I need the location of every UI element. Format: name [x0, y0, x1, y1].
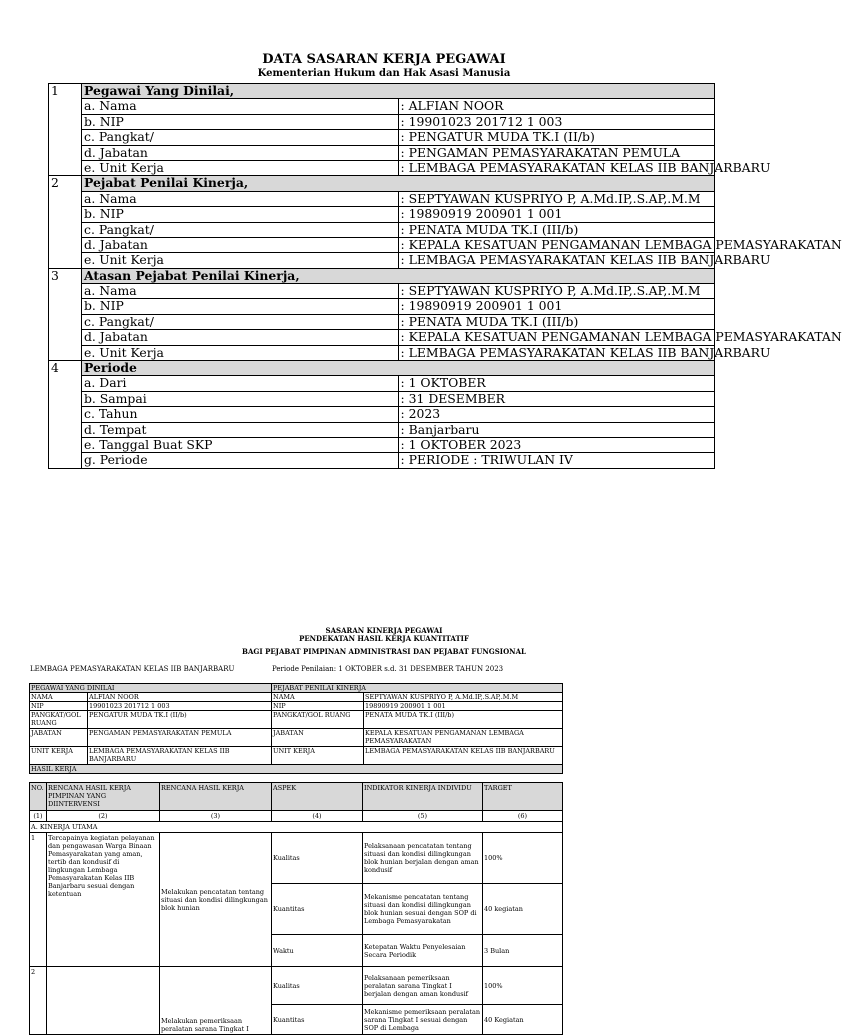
- section-number-spacer: [49, 422, 82, 437]
- field-row: [49, 160, 715, 175]
- item-indikator: Pelaksanaan pemeriksaan peralatan sarana Tingkat I berjalan dengan aman kondusif: [363, 967, 483, 1005]
- field-row: [49, 376, 715, 391]
- field-label: e. Unit Kerja: [82, 160, 399, 175]
- skp-subheader: PENDEKATAN HASIL KERJA KUANTITATIF: [299, 634, 469, 643]
- info-l-value: ALFIAN NOOR: [88, 693, 272, 702]
- section-number-spacer: [49, 130, 82, 145]
- info-l-value: LEMBAGA PEMASYARAKATAN KELAS IIB BANJARBARU: [88, 747, 272, 765]
- info-r-label: PANGKAT/GOL RUANG: [272, 711, 364, 729]
- field-row: [49, 191, 715, 206]
- field-value: : LEMBAGA PEMASYARAKATAN KELAS IIB BANJARBARU: [398, 253, 715, 268]
- info-l-value: PENGAMAN PEMASYARAKATAN PEMULA: [88, 729, 272, 747]
- field-row: [49, 453, 715, 468]
- item-aspek: Kuantitas: [272, 884, 363, 935]
- item-no: 1: [30, 833, 47, 967]
- page-title: DATA SASARAN KERJA PEGAWAI: [262, 52, 506, 67]
- item-rencana-text: Melakukan pemeriksaan peralatan sarana Tingkat I: [160, 967, 272, 1035]
- item-aspek: Waktu: [272, 935, 363, 967]
- item-rencana-text: Melakukan pencatatan tentang situasi dan kondisi dilingkungan blok hunian: [160, 833, 272, 967]
- info-r-value: 19890919 200901 1 001: [364, 702, 563, 711]
- field-value: : KEPALA KESATUAN PENGAMANAN LEMBAGA PEMASYARAKATAN: [398, 237, 715, 252]
- section-number-spacer: [49, 314, 82, 329]
- info-l-label: NAMA: [30, 693, 88, 702]
- section-heading: Pegawai Yang Dinilai,: [82, 84, 715, 99]
- field-label: d. Jabatan: [82, 330, 399, 345]
- field-value: : 19901023 201712 1 003: [398, 114, 715, 129]
- col-header-aspek: ASPEK: [272, 783, 363, 811]
- field-value: : ALFIAN NOOR: [398, 99, 715, 114]
- item-target: 100%: [483, 967, 563, 1005]
- field-value: : LEMBAGA PEMASYARAKATAN KELAS IIB BANJARBARU: [398, 160, 715, 175]
- item-indikator: Mekanisme pemeriksaan peralatan sarana Tingkat I sesuai dengan SOP di Lembaga: [363, 1005, 483, 1035]
- info-r-label: NIP: [272, 702, 364, 711]
- field-label: c. Pangkat/: [82, 314, 399, 329]
- col-number: (3): [160, 811, 272, 822]
- info-l-label: PANGKAT/GOL RUANG: [30, 711, 88, 729]
- field-label: d. Jabatan: [82, 237, 399, 252]
- skp-results-table: [29, 782, 563, 1035]
- field-label: e. Tanggal Buat SKP: [82, 437, 399, 452]
- col-header-indikator: INDIKATOR KINERJA INDIVIDU: [363, 783, 483, 811]
- section-number-spacer: [49, 222, 82, 237]
- skp-header: SASARAN KINERJA PEGAWAI: [325, 626, 443, 635]
- field-value: : SEPTYAWAN KUSPRIYO P, A.Md.IP,.S.AP,.M.M: [398, 191, 715, 206]
- info-row: [30, 693, 563, 702]
- col-number: (1): [30, 811, 47, 822]
- item-aspek: Kuantitas: [272, 1005, 363, 1035]
- field-row: [49, 391, 715, 406]
- field-row: [49, 99, 715, 114]
- section-number-spacer: [49, 237, 82, 252]
- field-row: [49, 299, 715, 314]
- field-row: [49, 237, 715, 252]
- field-label: c. Pangkat/: [82, 222, 399, 237]
- col-header-pimpinan: RENCANA HASIL KERJA PIMPINAN YANG DIINTERVENSI: [47, 783, 160, 811]
- info-r-value: PENATA MUDA TK.I (III/b): [364, 711, 563, 729]
- item-indikator: Mekanisme pencatatan tentang situasi dan kondisi dilingkungan blok hunian sesuai dengan SOP di Lembaga Pemasyarakatan: [363, 884, 483, 935]
- info-r-value: KEPALA KESATUAN PENGAMANAN LEMBAGA PEMASYARAKATAN: [364, 729, 563, 747]
- section-number-spacer: [49, 330, 82, 345]
- field-row: [49, 114, 715, 129]
- field-label: d. Tempat: [82, 422, 399, 437]
- section-number-spacer: [49, 160, 82, 175]
- field-value: : PERIODE : TRIWULAN IV: [398, 453, 715, 468]
- section-number-spacer: [49, 376, 82, 391]
- right-section-header: PEJABAT PENILAI KINERJA: [272, 684, 563, 693]
- field-value: : LEMBAGA PEMASYARAKATAN KELAS IIB BANJARBARU: [398, 345, 715, 360]
- info-row: [30, 729, 563, 747]
- section-number-spacer: [49, 284, 82, 299]
- section-number: 4: [49, 361, 82, 376]
- field-value: : PENATA MUDA TK.I (III/b): [398, 222, 715, 237]
- item-indikator: Ketepatan Waktu Penyelesaian Secara Periodik: [363, 935, 483, 967]
- field-row: [49, 253, 715, 268]
- field-value: : PENGAMAN PEMASYARAKATAN PEMULA: [398, 145, 715, 160]
- col-header-target: TARGET: [483, 783, 563, 811]
- section-number: 3: [49, 268, 82, 283]
- field-row: [49, 130, 715, 145]
- field-value: : 19890919 200901 1 001: [398, 299, 715, 314]
- page-subtitle: Kementerian Hukum dan Hak Asasi Manusia: [257, 68, 511, 79]
- field-value: : 1 OKTOBER: [398, 376, 715, 391]
- field-label: b. NIP: [82, 299, 399, 314]
- field-label: e. Unit Kerja: [82, 253, 399, 268]
- info-row: [30, 702, 563, 711]
- info-l-value: 19901023 201712 1 003: [88, 702, 272, 711]
- field-label: d. Jabatan: [82, 145, 399, 160]
- info-l-label: UNIT KERJA: [30, 747, 88, 765]
- item-pimpinan-text: Tercapainya kegiatan pelayanan dan pengawasan Warga Binaan Pemasyarakatan yang aman, tertib dan kondusif di lingkungan Lembaga Pemasyarakatan Kelas IIB Banjarbaru sesuai dengan ketentuan: [47, 833, 160, 967]
- section-kinerja-utama: A. KINERJA UTAMA: [30, 822, 563, 833]
- item-indikator: Pelaksanaan pencatatan tentang situasi dan kondisi dilingkungan blok hunian berjalan dengan aman kondusif: [363, 833, 483, 884]
- field-row: [49, 284, 715, 299]
- section-heading: Periode: [82, 361, 715, 376]
- field-value: : 31 DESEMBER: [398, 391, 715, 406]
- field-label: e. Unit Kerja: [82, 345, 399, 360]
- col-header-rencana: RENCANA HASIL KERJA: [160, 783, 272, 811]
- field-row: [49, 437, 715, 452]
- item-target: 40 kegiatan: [483, 884, 563, 935]
- item-target: 3 Bulan: [483, 935, 563, 967]
- field-label: a. Nama: [82, 284, 399, 299]
- field-value: : 1 OKTOBER 2023: [398, 437, 715, 452]
- assessment-period: Periode Penilaian: 1 OKTOBER s.d. 31 DESEMBER TAHUN 2023: [272, 665, 504, 673]
- col-number: (4): [272, 811, 363, 822]
- field-row: [49, 145, 715, 160]
- field-row: [49, 314, 715, 329]
- organization-name: LEMBAGA PEMASYARAKATAN KELAS IIB BANJARBARU: [30, 665, 235, 673]
- section-number-spacer: [49, 114, 82, 129]
- field-value: : Banjarbaru: [398, 422, 715, 437]
- field-value: : 2023: [398, 407, 715, 422]
- field-row: [49, 222, 715, 237]
- item-target: 100%: [483, 833, 563, 884]
- field-value: : PENATA MUDA TK.I (III/b): [398, 314, 715, 329]
- col-number: (2): [47, 811, 160, 822]
- info-r-label: UNIT KERJA: [272, 747, 364, 765]
- section-number: 1: [49, 84, 82, 99]
- field-label: g. Periode: [82, 453, 399, 468]
- field-value: : 19890919 200901 1 001: [398, 207, 715, 222]
- info-r-value: LEMBAGA PEMASYARAKATAN KELAS IIB BANJARBARU: [364, 747, 563, 765]
- hasil-kerja-header: HASIL KERJA: [30, 765, 563, 774]
- section-number-spacer: [49, 253, 82, 268]
- info-l-label: NIP: [30, 702, 88, 711]
- section-row: [49, 84, 715, 99]
- section-number-spacer: [49, 145, 82, 160]
- field-label: a. Nama: [82, 99, 399, 114]
- col-header-no: NO.: [30, 783, 47, 811]
- section-row: [49, 176, 715, 191]
- section-number-spacer: [49, 345, 82, 360]
- section-number-spacer: [49, 407, 82, 422]
- info-r-label: JABATAN: [272, 729, 364, 747]
- item-no: 2: [30, 967, 47, 1035]
- left-section-header: PEGAWAI YANG DINILAI: [30, 684, 272, 693]
- col-number: (6): [483, 811, 563, 822]
- section-row: [49, 361, 715, 376]
- field-label: b. Sampai: [82, 391, 399, 406]
- item-target: 40 Kegiatan: [483, 1005, 563, 1035]
- field-label: c. Tahun: [82, 407, 399, 422]
- field-row: [49, 407, 715, 422]
- field-value: : SEPTYAWAN KUSPRIYO P, A.Md.IP,.S.AP,.M.M: [398, 284, 715, 299]
- info-r-value: SEPTYAWAN KUSPRIYO P, A.Md.IP,.S.AP,.M.M: [364, 693, 563, 702]
- field-row: [49, 345, 715, 360]
- item-aspek: Kualitas: [272, 967, 363, 1005]
- section-number-spacer: [49, 453, 82, 468]
- field-row: [49, 330, 715, 345]
- skp-subheader-2: BAGI PEJABAT PIMPINAN ADMINISTRASI DAN PEJABAT FUNGSIONAL: [242, 647, 526, 656]
- item-pimpinan-text: [47, 967, 160, 1035]
- field-value: : KEPALA KESATUAN PENGAMANAN LEMBAGA PEMASYARAKATAN: [398, 330, 715, 345]
- section-number-spacer: [49, 191, 82, 206]
- field-row: [49, 207, 715, 222]
- info-l-label: JABATAN: [30, 729, 88, 747]
- section-number-spacer: [49, 437, 82, 452]
- field-label: b. NIP: [82, 207, 399, 222]
- field-row: [49, 422, 715, 437]
- info-row: [30, 711, 563, 729]
- section-row: [49, 268, 715, 283]
- section-number: 2: [49, 176, 82, 191]
- field-label: c. Pangkat/: [82, 130, 399, 145]
- col-number: (5): [363, 811, 483, 822]
- section-number-spacer: [49, 391, 82, 406]
- section-number-spacer: [49, 207, 82, 222]
- field-value: : PENGATUR MUDA TK.I (II/b): [398, 130, 715, 145]
- info-row: [30, 747, 563, 765]
- section-heading: Atasan Pejabat Penilai Kinerja,: [82, 268, 715, 283]
- field-label: b. NIP: [82, 114, 399, 129]
- employee-data-table: [48, 83, 842, 469]
- item-aspek: Kualitas: [272, 833, 363, 884]
- field-label: a. Nama: [82, 191, 399, 206]
- section-number-spacer: [49, 99, 82, 114]
- skp-info-table: [29, 683, 563, 774]
- info-l-value: PENGATUR MUDA TK.I (II/b): [88, 711, 272, 729]
- section-number-spacer: [49, 299, 82, 314]
- field-label: a. Dari: [82, 376, 399, 391]
- info-r-label: NAMA: [272, 693, 364, 702]
- section-heading: Pejabat Penilai Kinerja,: [82, 176, 715, 191]
